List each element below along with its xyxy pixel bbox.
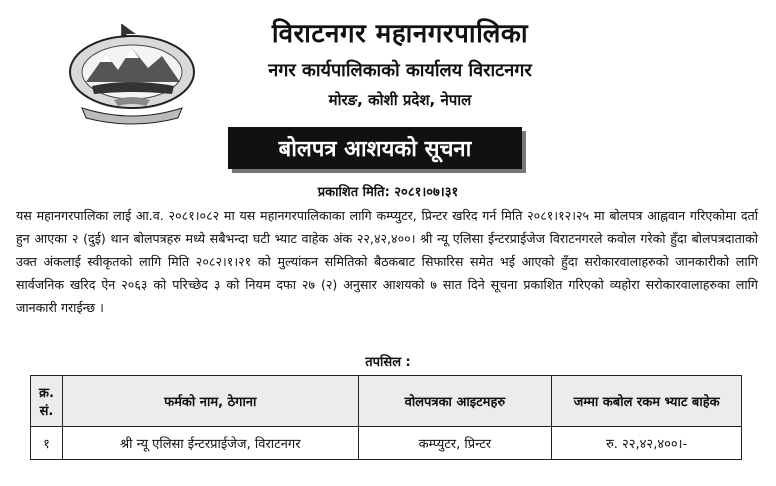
notice-body: यस महानगरपालिका लाई आ.व. २०८१।०८२ मा यस महानगरपालिकाका लागि कम्प्युटर, प्रिन्टर खरिद गर्न मिति २०८१।१२।२५ मा बोलपत्र आह्नवान गरिएकोमा दर्ता हुन आएका २ (दुई) थान बोलपत्रहरु मध्ये सबैभन्दा घटी भ्याट वाहेक अंक २२,४२,४००। श्री न्यू एलिसा ईन्टरप्राईजेज विराटनगरले कवोल गरेको हुँदा बोलपत्रदाताको उक्त अंकलाई स्वीकृतको लागि मिति २०८२।१।२१ को मुल्यांकन समितिको बैठकबाट सिफारिस समेत भई आएको हुँदा सरोकारवालाहरुको जानकारीको लागि सार्वजनिक खरिद ऐन २०६३ को परिच्छेद ३ को नियम दफा २७ (२) अनुसार आशयको ७ सात दिने सूचना प्रकाशित गरिएको व्यहोरा सरोकारवालाहरुका लागि जानकारी गराईन्छ । [16,208,758,315]
cell-amount: रु. २२,४२,४००।- [552,427,742,460]
col-header-amount: जम्मा कबोल रकम भ्याट बाहेक [552,376,742,427]
col-header-firm: फर्मको नाम, ठेगाना [62,376,358,427]
cell-items: कम्प्युटर, प्रिन्टर [358,427,552,460]
notice-title-banner [228,127,522,169]
details-label: तपसिल : [365,355,411,370]
col-header-items: वोलपत्रका आइटमहरु [358,376,552,427]
office-address: मोरङ, कोशी प्रदेश, नेपाल [328,91,472,109]
table-header-row [31,376,742,427]
cell-firm: श्री न्यू एलिसा ईन्टरप्राईजेज, विराटनगर [62,427,358,460]
notice-title: बोलपत्र आशयको सूचना [278,137,472,162]
published-date: प्रकाशित मिति: २०८१।०७।३१ [317,185,459,200]
municipality-emblem-icon [62,20,212,130]
table-row [31,427,742,460]
bid-details-table [30,375,742,460]
office-name: नगर कार्यपालिकाको कार्यालय विराटनगर [268,60,532,81]
municipality-name: विराटनगर महानगरपालिका [271,19,529,49]
col-header-sn: क्र. सं. [31,376,63,427]
cell-sn: १ [31,427,63,460]
